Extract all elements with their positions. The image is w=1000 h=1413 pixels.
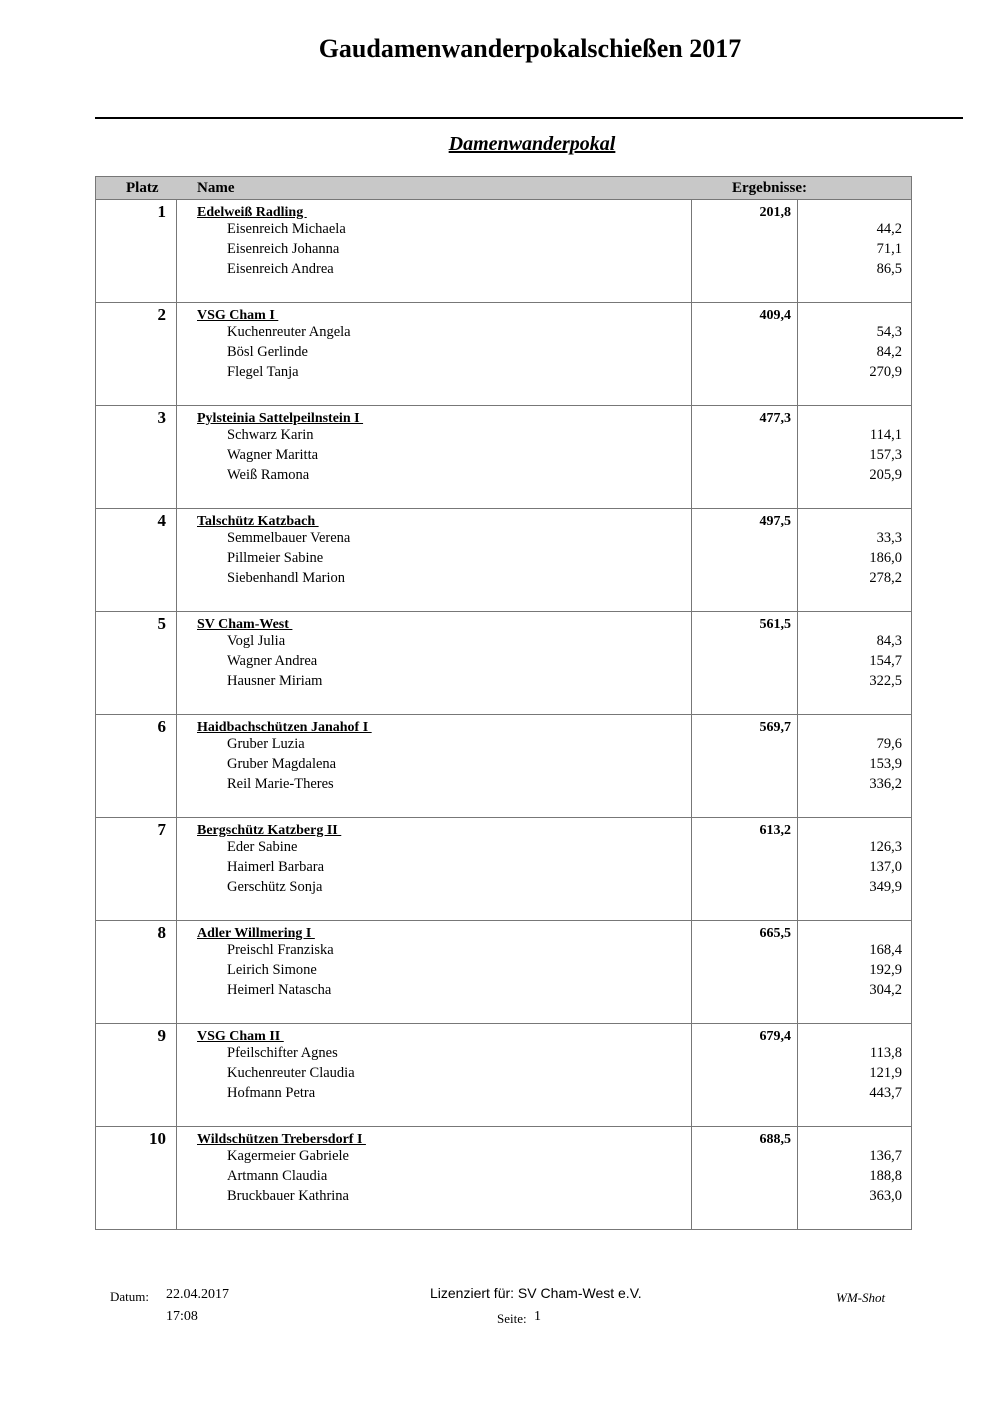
team-name: Wildschützen Trebersdorf I [197,1132,366,1147]
member-name: Artmann Claudia [227,1168,328,1184]
team-block [95,200,912,303]
header-platz: Platz [126,180,159,196]
team-rank: 4 [157,511,166,530]
member-name: Haimerl Barbara [227,859,325,875]
column-divider [176,921,177,1023]
column-divider [797,303,798,405]
team-rank: 3 [157,408,166,427]
column-divider [691,509,692,611]
member-name: Preischl Franziska [227,942,334,958]
team-name: SV Cham-West [197,617,293,632]
column-divider [797,1024,798,1126]
member-score: 270,9 [869,364,902,380]
column-divider [691,715,692,817]
team-rank: 6 [157,717,166,736]
member-score: 363,0 [869,1188,902,1204]
team-block [95,612,912,715]
column-divider [176,818,177,920]
member-name: Flegel Tanja [227,364,299,380]
column-divider [176,303,177,405]
member-name: Hofmann Petra [227,1085,316,1101]
team-name: Talschütz Katzbach [197,514,319,529]
team-total: 561,5 [759,617,791,632]
column-divider [797,406,798,508]
member-name: Kuchenreuter Angela [227,324,351,340]
member-name: Gruber Luzia [227,736,305,752]
team-name: Edelweiß Radling [197,205,307,220]
member-name: Wagner Maritta [227,447,319,463]
column-divider [691,1024,692,1126]
member-name: Siebenhandl Marion [227,570,345,586]
header-ergebnisse: Ergebnisse: [732,180,807,196]
team-rank: 8 [157,923,166,942]
column-divider [797,612,798,714]
member-name: Kuchenreuter Claudia [227,1065,355,1081]
team-total: 409,4 [759,308,791,323]
team-block [95,1024,912,1127]
section-title: Damenwanderpokal [448,133,616,155]
member-name: Wagner Andrea [227,653,318,669]
title-divider [95,117,963,119]
member-score: 71,1 [876,241,902,257]
member-name: Kagermeier Gabriele [227,1148,349,1164]
team-total: 688,5 [759,1132,791,1147]
member-score: 84,2 [876,344,902,360]
member-score: 157,3 [869,447,902,463]
member-name: Gruber Magdalena [227,756,337,772]
team-list [95,200,912,1230]
column-divider [691,200,692,302]
team-rank: 7 [157,820,166,839]
team-name: VSG Cham I [197,308,279,323]
column-divider [691,406,692,508]
member-name: Gerschütz Sonja [227,879,323,895]
member-score: 54,3 [876,324,902,340]
column-divider [176,1024,177,1126]
column-divider [176,612,177,714]
footer-time: 17:08 [166,1309,198,1324]
member-score: 33,3 [876,530,902,546]
member-name: Vogl Julia [227,633,286,649]
team-total: 569,7 [759,720,791,735]
column-divider [797,715,798,817]
team-name: Adler Willmering I [197,926,315,941]
team-block [95,1127,912,1230]
footer-page-label: Seite: [497,1311,527,1326]
member-score: 322,5 [869,673,902,689]
team-name: Pylsteinia Sattelpeilnstein I [197,411,364,426]
column-divider [797,509,798,611]
team-block [95,715,912,818]
member-name: Bösl Gerlinde [227,344,308,360]
footer-page-number: 1 [534,1309,541,1324]
member-score: 443,7 [869,1085,902,1101]
column-divider [176,200,177,302]
member-score: 336,2 [869,776,902,792]
member-score: 304,2 [869,982,902,998]
team-rank: 2 [157,305,166,324]
member-name: Eder Sabine [227,839,298,855]
column-divider [691,818,692,920]
member-score: 186,0 [869,550,902,566]
column-divider [691,303,692,405]
column-divider [176,509,177,611]
footer-brand: WM-Shot [836,1290,886,1305]
member-score: 84,3 [876,633,902,649]
team-total: 665,5 [759,926,791,941]
member-score: 121,9 [869,1065,902,1081]
member-score: 205,9 [869,467,902,483]
member-name: Reil Marie-Theres [227,776,334,792]
member-name: Heimerl Natascha [227,982,332,998]
column-divider [176,1127,177,1229]
team-rank: 1 [157,202,166,221]
member-score: 188,8 [869,1168,902,1184]
column-divider [797,1127,798,1229]
member-score: 126,3 [869,839,902,855]
page-title: Gaudamenwanderpokalschießen 2017 [318,34,742,63]
team-name: Bergschütz Katzberg II [197,823,342,838]
member-name: Schwarz Karin [227,427,314,443]
member-name: Eisenreich Andrea [227,261,334,277]
member-score: 168,4 [869,942,902,958]
column-divider [176,406,177,508]
team-total: 477,3 [759,411,791,426]
header-name: Name [197,180,235,196]
member-score: 349,9 [869,879,902,895]
footer-license: Lizenziert für: SV Cham-West e.V. [430,1285,642,1301]
member-score: 44,2 [876,221,902,237]
column-divider [176,715,177,817]
member-name: Pillmeier Sabine [227,550,324,566]
team-block [95,406,912,509]
page-footer [0,1285,1000,1335]
member-score: 192,9 [869,962,902,978]
member-score: 153,9 [869,756,902,772]
team-total: 613,2 [759,823,791,838]
member-score: 86,5 [876,261,902,277]
table-header [95,176,912,200]
member-name: Eisenreich Michaela [227,221,346,237]
column-divider [797,200,798,302]
column-divider [797,818,798,920]
footer-date: 22.04.2017 [166,1287,229,1302]
member-name: Leirich Simone [227,962,317,978]
team-name: VSG Cham II [197,1029,284,1044]
team-rank: 5 [157,614,166,633]
team-block [95,303,912,406]
member-score: 114,1 [869,427,902,443]
team-name: Haidbachschützen Janahof I [197,720,372,735]
member-score: 137,0 [869,859,902,875]
team-block [95,509,912,612]
team-rank: 9 [157,1026,166,1045]
member-score: 278,2 [869,570,902,586]
column-divider [797,921,798,1023]
footer-datum-label: Datum: [110,1289,149,1304]
member-name: Bruckbauer Kathrina [227,1188,349,1204]
member-score: 154,7 [869,653,902,669]
team-total: 201,8 [759,205,791,220]
column-divider [691,921,692,1023]
member-name: Eisenreich Johanna [227,241,340,257]
team-rank: 10 [149,1129,166,1148]
team-block [95,921,912,1024]
team-block [95,818,912,921]
member-name: Semmelbauer Verena [227,530,351,546]
member-score: 113,8 [869,1045,902,1061]
column-divider [691,1127,692,1229]
team-total: 679,4 [759,1029,791,1044]
member-score: 136,7 [869,1148,902,1164]
member-name: Pfeilschifter Agnes [227,1045,338,1061]
column-divider [691,612,692,714]
results-table [95,176,912,1230]
member-name: Weiß Ramona [227,467,310,483]
member-score: 79,6 [876,736,902,752]
team-total: 497,5 [759,514,791,529]
member-name: Hausner Miriam [227,673,323,689]
